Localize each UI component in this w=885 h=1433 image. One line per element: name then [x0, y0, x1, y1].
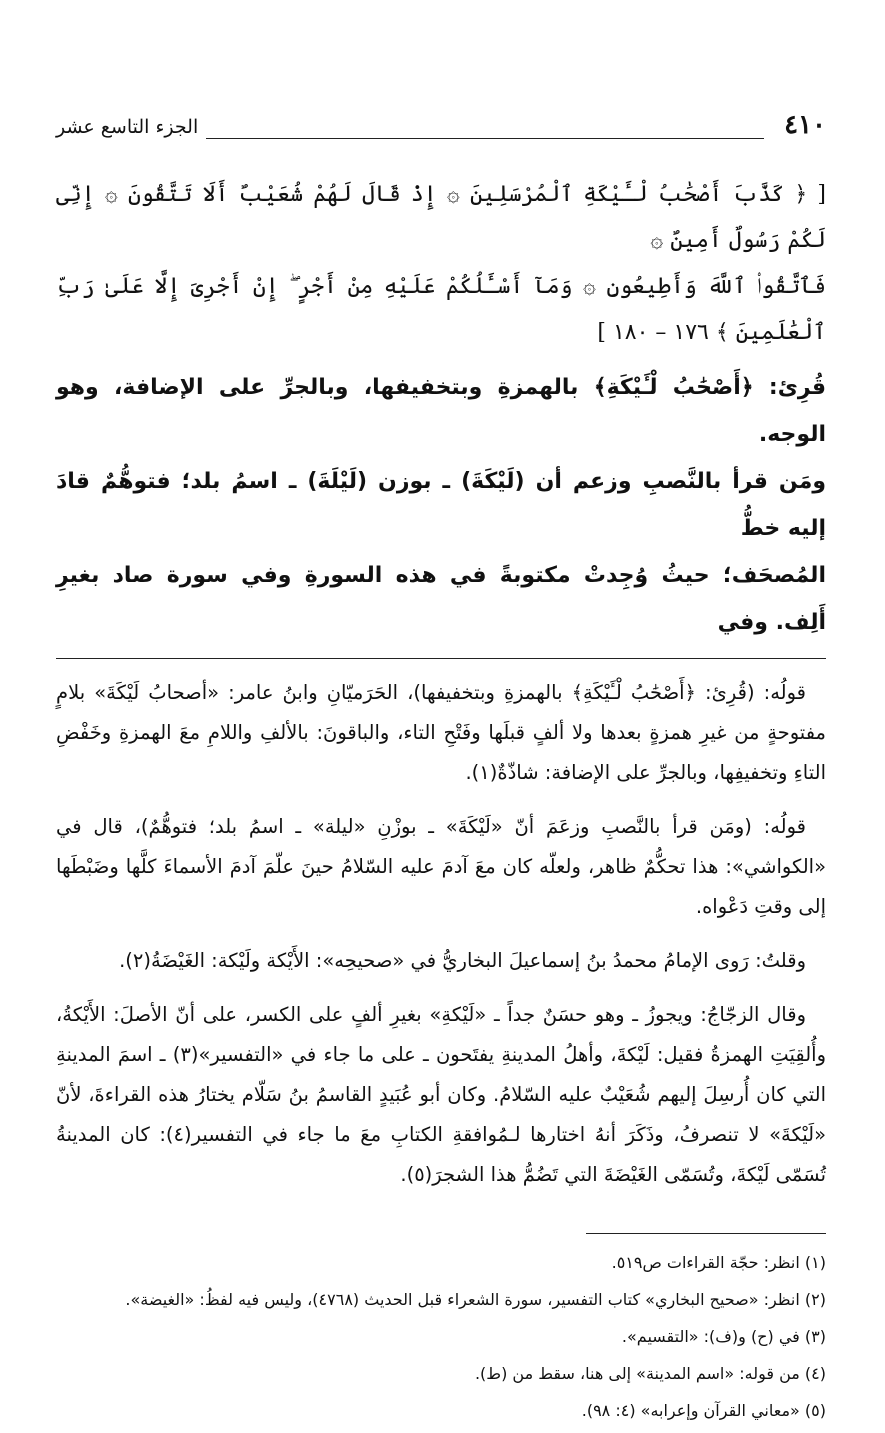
text-divider: [56, 658, 826, 659]
footnote: (١) انظر: حجّة القراءات ص٥١٩.: [611, 1253, 826, 1272]
verse-line: [ ﴿ كَذَّبَ أَصْحَٰبُ لْـَٔيْكَةِ ٱلْمُرْسَلِينَ ۞ إِذْ قَالَ لَهُمْ شُعَيْبٌ أَلَا تَتَّقُونَ ۞ إِنِّى لَكُمْ رَسُولٌ أَمِينٌ ۞: [56, 182, 826, 253]
footnotes: [56, 1248, 826, 1426]
main-text-line: قُرِئ: ﴿أَصْحَٰبُ لْـَٔيْكَةِ﴾ بالهمزةِ وبتخفيفها، وبالجرِّ على الإضافة، وهو الوجه.: [56, 375, 826, 447]
page-number: ٤١٠: [784, 110, 826, 140]
commentary: [56, 673, 826, 1195]
footnote: (٢) انظر: «صحيح البخاري» كتاب التفسير، سورة الشعراء قبل الحديث (٤٧٦٨)، وليس فيه لفظُ: «الغيضة».: [125, 1290, 826, 1309]
main-text-line: ومَن قرأ بالنَّصبِ وزعم أن (لَيْكَةَ) ـ بوزن (لَيْلَةَ) ـ اسمُ بلد؛ فتوهُّمٌ قادَ إليه خطُّ: [56, 469, 826, 541]
commentary-paragraph: وقال الزجّاجُ: ويجوزُ ـ وهو حسَنٌ جداً ـ «لَيْكةِ» بغيرِ ألفٍ على الكسر، على أنّ الأصلَ: الأَيْكةُ، وأُلقِيَتِ الهمزةُ فقيل: لَيْكةَ، وأهلُ المدينةِ يفتَحون ـ على ما جاء في «التفسير»(٣) ـ اسمَ المدينةِ التي كان أُرسِلَ إليهم شُعَيْبٌ عليه السّلامُ. وكان أبو عُبَيدٍ القاسمُ بنُ سَلّام يختارُ هذه القراءةَ، لأنّ «لَيْكةَ» لا تنصرفُ، وذَكَرَ أنهُ اختارها لـمُوافقةِ الكتابِ معَ ما جاء في التفسير(٤): كان المدينةُ تُسَمّى لَيْكةَ، وتُسَمّى الغَيْضَةَ التي تَضُمُّ هذا الشجرَ(٥).: [56, 1003, 826, 1186]
quran-verse-block: [56, 172, 826, 356]
volume-title: الجزء التاسع عشر: [56, 116, 199, 138]
footnote: (٥) «معاني القرآن وإعرابه» (٤: ٩٨).: [581, 1401, 826, 1420]
main-text-line: المُصحَف؛ حيثُ وُجِدتْ مكتوبةً في هذه السورةِ وفي سورة صاد بغيرِ أَلِف. وفي: [56, 563, 826, 635]
footnote-rule: [586, 1233, 826, 1234]
verse-line: فَٱتَّقُوا۟ ٱللَّهَ وَأَطِيعُونِ ۞ وَمَآ أَسْـَٔلُكُمْ عَلَيْهِ مِنْ أَجْرٍ ۖ إِنْ أَجْرِىَ إِلَّا عَلَىٰ رَبِّ ٱلْعَٰلَمِينَ ﴾ ١٧٦ – ١٨٠ ]: [56, 274, 826, 345]
main-text: [56, 364, 826, 646]
footnote: (٣) في (ح) و(ف): «التقسيم».: [621, 1327, 826, 1346]
commentary-paragraph: قولُه: (قُرِئ: ﴿أَصْحَٰبُ لْـَٔيْكَةِ﴾ بالهمزةِ وبتخفيفها)، الحَرَميّانِ وابنُ عامر: «أصحابُ لَيْكَةَ» بلامٍ مفتوحةٍ من غيرِ همزةٍ بعدها ولا ألفٍ قبلَها وفَتْحِ التاء، والباقونَ: بالألفِ واللامِ معَ الهمزةِ وخَفْضِ التاءِ وتخفيفِها، وبالجرِّ على الإضافة: شاذّةٌ(١).: [56, 681, 826, 784]
header-rule: [206, 138, 764, 139]
page-header: [56, 110, 826, 150]
book-page: [56, 110, 826, 1433]
commentary-paragraph: وقلتُ: رَوى الإمامُ محمدُ بنُ إسماعيلَ البخاريُّ في «صحيحِه»: الأَيْكة ولَيْكة: الغَيْضَةُ(٢).: [119, 949, 806, 972]
footnote: (٤) من قوله: «اسم المدينة» إلى هنا، سقط من (ط).: [474, 1364, 826, 1383]
commentary-paragraph: قولُه: (ومَن قرأ بالنَّصبِ وزعَمَ أنّ «لَيْكَةَ» ـ بوزْنِ «ليلة» ـ اسمُ بلد؛ فتوهُّمٌ)، قال في «الكواشي»: هذا تحكُّمٌ ظاهر، ولعلّه كان معَ آدمَ عليه السّلامُ حينَ علّمَ آدمَ الأسماءَ كلَّها وضَبْطَها إلى وقتِ دَعْواه.: [56, 815, 826, 918]
